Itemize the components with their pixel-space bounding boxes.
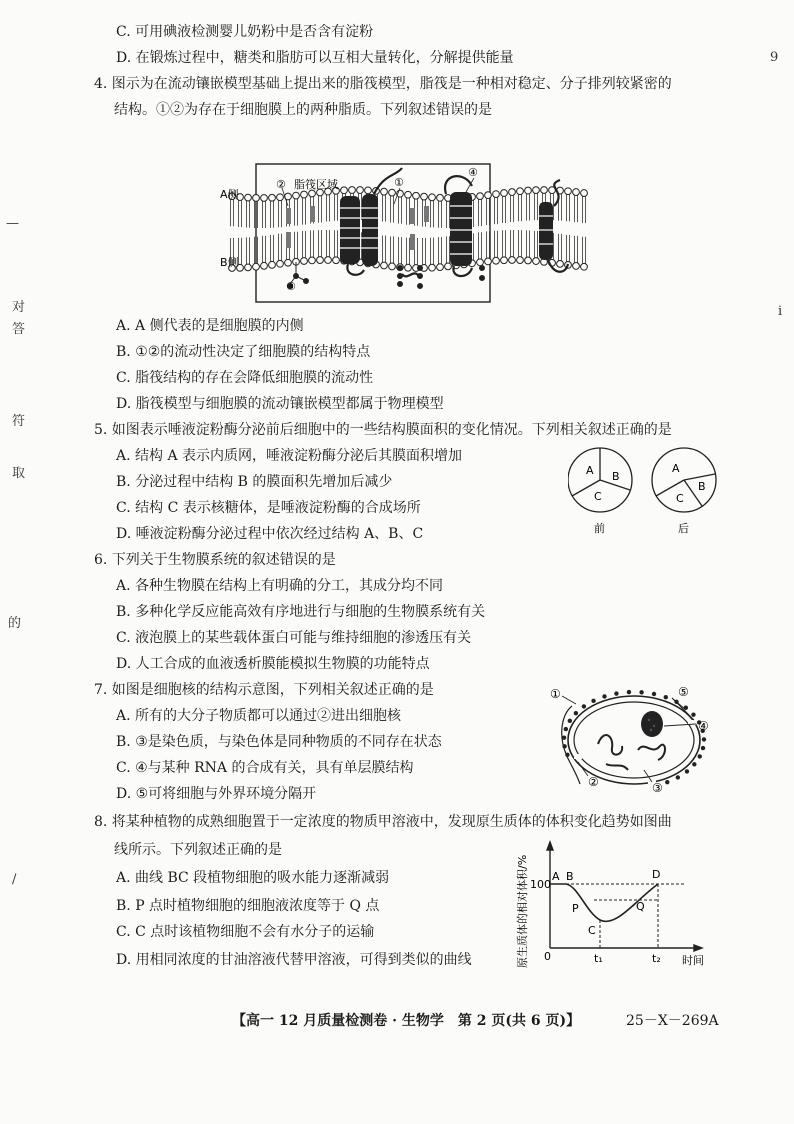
point-label-a: A xyxy=(552,870,560,883)
q7-option-d: D. ⑤可将细胞与外界环境分隔开 xyxy=(116,786,317,802)
label-4: ④ xyxy=(468,166,478,179)
label-1: ① xyxy=(394,176,404,189)
origin-label: 0 xyxy=(544,950,551,963)
margin-char: 符 xyxy=(12,414,26,429)
q5-option-c: C. 结构 C 表示核糖体，是唾液淀粉酶的合成场所 xyxy=(116,500,421,516)
q5-option-a: A. 结构 A 表示内质网，唾液淀粉酶分泌后其膜面积增加 xyxy=(116,448,463,464)
margin-char: 对 xyxy=(12,300,26,315)
side-b-label: B侧 xyxy=(220,256,239,269)
nucleus-label-4: ④ xyxy=(698,719,709,733)
pie-after-label-a: A xyxy=(672,462,680,475)
nucleus-label-1: ① xyxy=(550,687,561,701)
protoplast-volume-chart xyxy=(512,840,722,974)
point-label-q: Q xyxy=(636,900,645,913)
q6-stem: 6. 下列关于生物膜系统的叙述错误的是 xyxy=(94,552,336,568)
margin-char: 的 xyxy=(8,616,22,631)
margin-dash: — xyxy=(6,216,19,231)
margin-mark: 9 xyxy=(770,50,779,65)
x-tick-t1: t₁ xyxy=(594,952,603,965)
q4-option-d: D. 脂筏模型与细胞膜的流动镶嵌模型都属于物理模型 xyxy=(116,396,444,412)
q4-option-b: B. ①②的流动性决定了细胞膜的结构特点 xyxy=(116,344,371,360)
q7-stem: 7. 如图是细胞核的结构示意图，下列相关叙述正确的是 xyxy=(94,682,434,698)
pie-after-label-b: B xyxy=(698,480,706,493)
chromatin xyxy=(598,735,665,770)
q8-stem-cont: 线所示。下列叙述正确的是 xyxy=(114,842,282,858)
q4-stem-cont: 结构。①②为存在于细胞膜上的两种脂质。下列叙述错误的是 xyxy=(114,102,492,118)
y-tick-100: 100 xyxy=(530,878,551,891)
membrane-area-pie-figure xyxy=(568,442,738,536)
x-tick-t2: t₂ xyxy=(652,952,661,965)
nucleus-label-5: ⑤ xyxy=(678,685,689,699)
point-label-d: D xyxy=(652,868,661,881)
pie-before-label-b: B xyxy=(612,470,620,483)
lipid-raft-figure xyxy=(214,146,594,306)
q5-stem: 5. 如图表示唾液淀粉酶分泌前后细胞中的一些结构膜面积的变化情况。下列相关叙述正确的是 xyxy=(94,422,672,438)
q6-option-c: C. 液泡膜上的某些载体蛋白可能与维持细胞的渗透压有关 xyxy=(116,630,472,646)
nucleus-label-2: ② xyxy=(588,775,599,789)
q5-option-b: B. 分泌过程中结构 B 的膜面积先增加后减少 xyxy=(116,474,393,490)
page-footer: 【高一 12 月质量检测卷 · 生物学 第 2 页(共 6 页)】 xyxy=(232,1013,581,1029)
q8-option-b: B. P 点时植物细胞的细胞液浓度等于 Q 点 xyxy=(116,898,380,914)
q7-option-b: B. ③是染色质，与染色体是同种物质的不同存在状态 xyxy=(116,734,442,750)
nucleus-label-3: ③ xyxy=(652,781,663,794)
raft-region-label: 脂筏区域 xyxy=(294,178,338,191)
q6-option-b: B. 多种化学反应能高效有序地进行与细胞的生物膜系统有关 xyxy=(116,604,486,620)
q3-option-c: C. 可用碘液检测婴儿奶粉中是否含有淀粉 xyxy=(116,24,374,40)
q7-option-a: A. 所有的大分子物质都可以通过②进出细胞核 xyxy=(116,708,402,724)
chart-ylabel: 原生质体的相对体积/% xyxy=(516,854,529,968)
q8-option-a: A. 曲线 BC 段植物细胞的吸水能力逐渐减弱 xyxy=(116,870,390,886)
point-label-c: C xyxy=(588,924,596,937)
pie-after-caption: 后 xyxy=(678,522,689,535)
pie-after-label-c: C xyxy=(676,492,684,505)
q4-option-c: C. 脂筏结构的存在会降低细胞膜的流动性 xyxy=(116,370,374,386)
q4-option-a: A. A 侧代表的是细胞膜的内侧 xyxy=(116,318,304,334)
margin-mark: ⅰ xyxy=(778,304,783,319)
x-axis-arrow xyxy=(694,945,702,951)
q6-option-a: A. 各种生物膜在结构上有明确的分工，其成分均不同 xyxy=(116,578,444,594)
q8-option-c: C. C 点时该植物细胞不会有水分子的运输 xyxy=(116,924,375,940)
q3-option-d: D. 在锻炼过程中，糖类和脂肪可以互相大量转化，分解提供能量 xyxy=(116,50,514,66)
nucleus-figure xyxy=(548,684,728,794)
label-2: ② xyxy=(276,178,286,191)
q5-option-d: D. 唾液淀粉酶分泌过程中依次经过结构 A、B、C xyxy=(116,526,424,542)
pie-before-label-c: C xyxy=(594,490,602,503)
side-a-label: A侧 xyxy=(220,188,239,201)
pie-before-label-a: A xyxy=(586,464,594,477)
q8-stem: 8. 将某种植物的成熟细胞置于一定浓度的物质甲溶液中，发现原生质体的体积变化趋势如图曲 xyxy=(94,814,672,830)
margin-char: / xyxy=(12,872,17,887)
label-3: ③ xyxy=(286,280,296,293)
margin-char: 答 xyxy=(12,322,26,337)
q4-stem: 4. 图示为在流动镶嵌模型基础上提出来的脂筏模型，脂筏是一种相对稳定、分子排列较紧密的 xyxy=(94,76,672,92)
chart-xlabel: 时间 xyxy=(682,954,704,967)
nucleolus xyxy=(641,711,663,737)
y-axis-arrow xyxy=(547,842,553,850)
lipid-heads-bottom xyxy=(229,257,588,272)
q8-option-d: D. 用相同浓度的甘油溶液代替甲溶液，可得到类似的曲线 xyxy=(116,952,472,968)
point-label-p: P xyxy=(572,902,579,915)
exam-code: 25－X－269A xyxy=(626,1013,719,1029)
margin-char: 取 xyxy=(12,466,26,481)
pie-before-caption: 前 xyxy=(594,522,605,535)
point-label-b: B xyxy=(566,870,574,883)
q6-option-d: D. 人工合成的血液透析膜能模拟生物膜的功能特点 xyxy=(116,656,430,672)
lipid-tails xyxy=(231,193,586,265)
q7-option-c: C. ④与某种 RNA 的合成有关，具有单层膜结构 xyxy=(116,760,414,776)
